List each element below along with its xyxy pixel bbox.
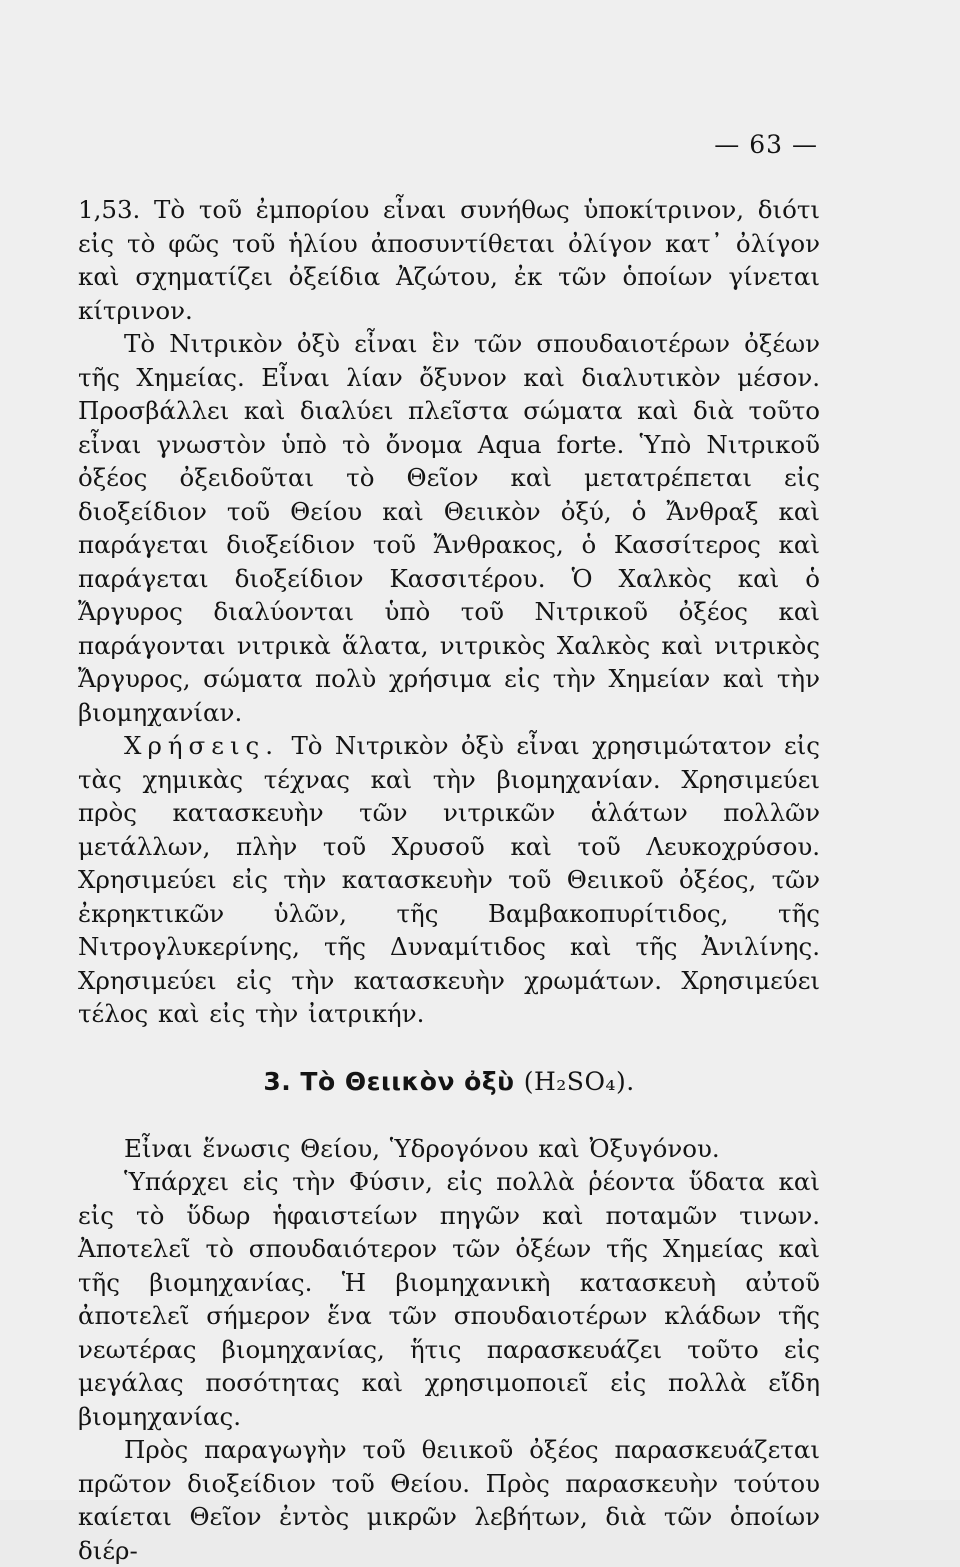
paragraph-nitric-uses (78, 729, 820, 1031)
section-heading (78, 1067, 820, 1096)
paragraph-sulfuric-production: Πρὸς παραγωγὴν τοῦ θειικοῦ ὀξέος παρασκευάζεται πρῶτον διοξείδιον τοῦ Θείου. Πρὸς παρασκευὴν τούτου καίεται Θεῖον ἐντὸς μικρῶν λεβήτων, διὰ τῶν ὁποίων διέρ- (78, 1435, 820, 1565)
section-formula: (H₂SO₄). (523, 1066, 635, 1096)
section-title: 3. Τὸ Θειικὸν ὀξὺ (263, 1066, 515, 1096)
page-number: — 63 — (714, 130, 818, 159)
uses-text: Τὸ Νιτρικὸν ὀξὺ εἶναι χρησιμώτατον εἰς τὰς χημικὰς τέχνας καὶ τὴν βιομηχανίαν. Χρησιμεύει πρὸς κατασκευὴν τῶν νιτρικῶν ἁλάτων πολλῶν μετάλλων, πλὴν τοῦ Χρυσοῦ καὶ τοῦ Λευκοχρύσου. Χρησιμεύει εἰς τὴν κατασκευὴν τοῦ Θειικοῦ ὀξέος, τῶν ἐκρηκτικῶν ὑλῶν, τῆς Βαμβακοπυρίτιδος, τῆς Νιτρογλυκερίνης, τῆς Δυναμίτιδος καὶ τῆς Ἀνιλίνης. Χρησιμεύει εἰς τὴν κατασκευὴν χρωμάτων. Χρησιμεύει τέλος καὶ εἰς τὴν ἰατρικήν. (78, 731, 820, 1028)
paragraph-sulfuric-composition: Εἶναι ἕνωσις Θείου, Ὑδρογόνου καὶ Ὀξυγόνου. (124, 1133, 720, 1163)
uses-lead: Χρήσεις. (124, 731, 280, 760)
paragraph-nitric-color: 1,53. Τὸ τοῦ ἐμπορίου εἶναι συνήθως ὑποκίτρινον, διότι εἰς τὸ φῶς τοῦ ἡλίου ἀποσυντίθεται ὀλίγον κατ᾽ ὀλίγον καὶ σχηματίζει ὀξείδια Ἀζώτου, ἐκ τῶν ὁποίων γίνεται κίτρινον. (78, 195, 820, 325)
paragraph-sulfuric-occurrence: Ὑπάρχει εἰς τὴν Φύσιν, εἰς πολλὰ ῥέοντα ὕδατα καὶ εἰς τὸ ὕδωρ ἡφαιστείων πηγῶν καὶ ποταμῶν τινων. Ἀποτελεῖ τὸ σπουδαιότερον τῶν ὀξέων τῆς Χημείας καὶ τῆς βιομηχανίας. Ἡ βιομηχανικὴ κατασκευὴ αὐτοῦ ἀποτελεῖ σήμερον ἕνα τῶν σπουδαιοτέρων κλάδων τῆς νεωτέρας βιομηχανίας, ἥτις παρασκευάζει τοῦτο εἰς μεγάλας ποσότητας καὶ χρησιμοποιεῖ εἰς πολλὰ εἴδη βιομηχανίας. (78, 1167, 820, 1431)
paragraph-nitric-properties: Τὸ Νιτρικὸν ὀξὺ εἶναι ἓν τῶν σπουδαιοτέρων ὀξέων τῆς Χημείας. Εἶναι λίαν ὄξυνον καὶ διαλυτικὸν μέσον. Προσβάλλει καὶ διαλύει πλεῖστα σώματα καὶ διὰ τοῦτο εἶναι γνωστὸν ὑπὸ τὸ ὄνομα Aqua forte. Ὑπὸ Νιτρικοῦ ὀξέος ὀξειδοῦται τὸ Θεῖον καὶ μετατρέπεται εἰς διοξείδιον τοῦ Θείου καὶ Θειικὸν ὀξύ, ὁ Ἄνθραξ καὶ παράγεται διοξείδιον τοῦ Ἄνθρακος, ὁ Κασσίτερος καὶ παράγεται διοξείδιον Κασσιτέρου. Ὁ Χαλκὸς καὶ ὁ Ἄργυρος διαλύονται ὑπὸ τοῦ Νιτρικοῦ ὀξέος καὶ παράγονται νιτρικὰ ἅλατα, νιτρικὸς Χαλκὸς καὶ νιτρικὸς Ἄργυρος, σώματα πολὺ χρήσιμα εἰς τὴν Χημείαν καὶ τὴν βιομηχανίαν. (78, 329, 820, 727)
